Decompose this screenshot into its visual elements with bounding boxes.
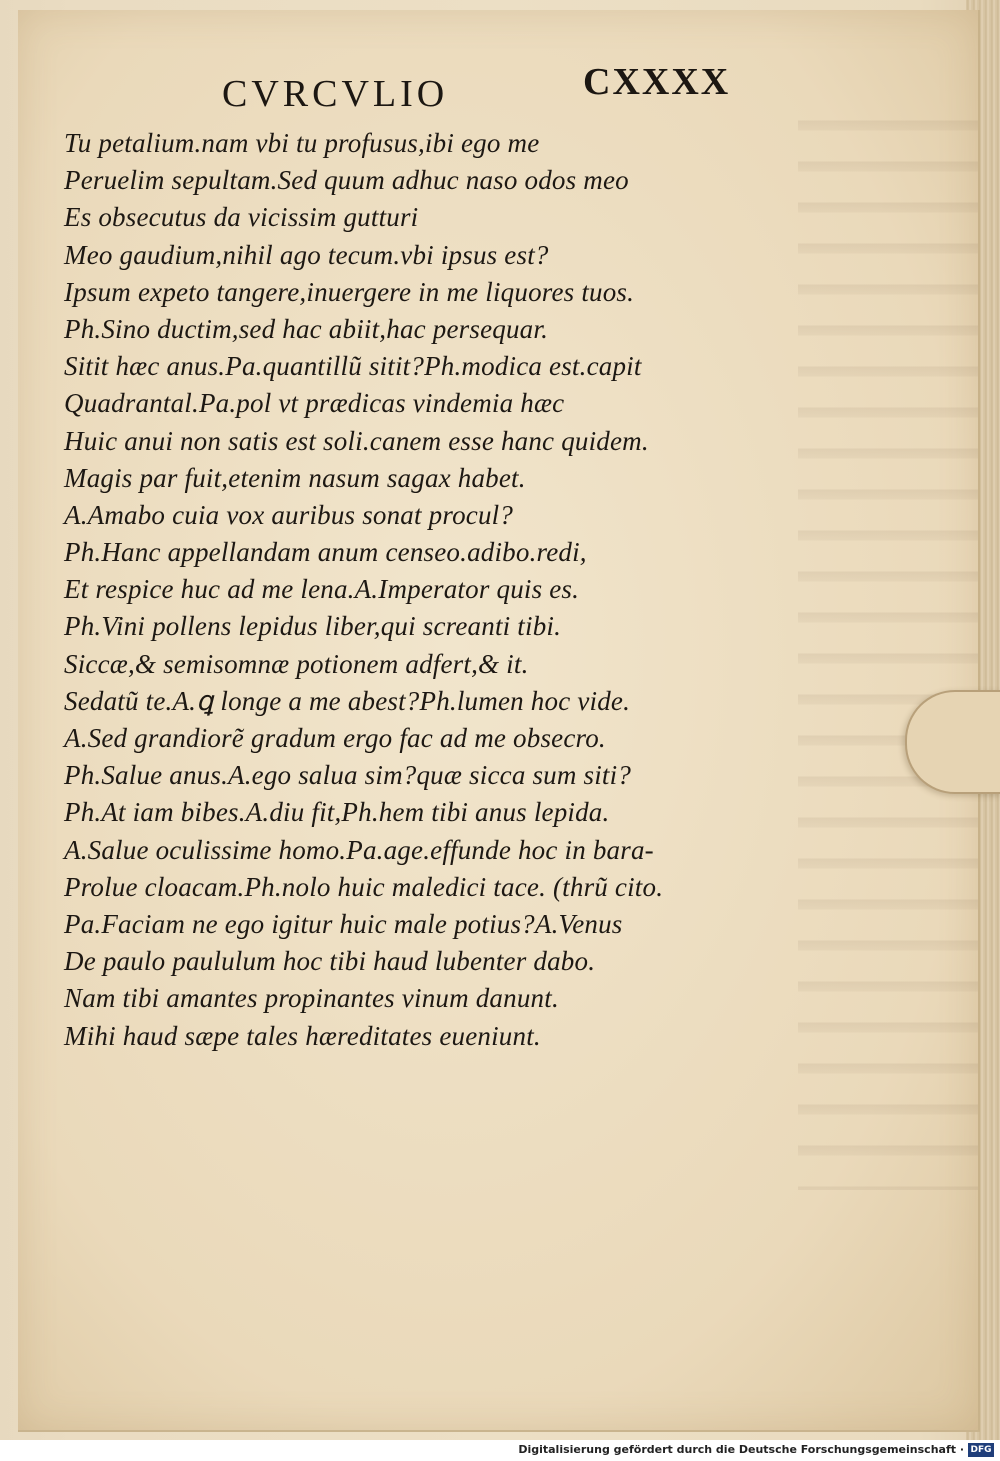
- text-line: Ph.Hanc appellandam anum censeo.adibo.redi,: [64, 537, 587, 568]
- text-line: Meo gaudium,nihil ago tecum.vbi ipsus est?: [64, 239, 549, 270]
- text-line: Huic anui non satis est soli.canem esse hanc quidem.: [64, 425, 649, 456]
- text-line: Et respice huc ad me lena.A.Imperator quis es.: [64, 574, 580, 605]
- text-line: Ipsum expeto tangere,inuergere in me liquores tuos.: [64, 276, 635, 307]
- text-line: Mihi haud sæpe tales hæreditates eueniunt.: [64, 1020, 541, 1051]
- text-line: Ph.At iam bibes.A.diu fit,Ph.hem tibi anus lepida.: [64, 797, 610, 828]
- text-line: Ph.Vini pollens lepidus liber,qui screanti tibi.: [64, 611, 562, 642]
- text-line: Quadrantal.Pa.pol vt prædicas vindemia hæc: [64, 388, 565, 419]
- footer-bar: [0, 1440, 1000, 1461]
- text-line: A.Salue oculissime homo.Pa.age.effunde hoc in bara-: [64, 834, 654, 865]
- text-line: Peruelim sepultam.Sed quum adhuc naso odos meo: [64, 165, 629, 196]
- text-line: Siccæ,& semisomnæ potionem adfert,& it.: [64, 648, 529, 679]
- text-line: Nam tibi amantes propinantes vinum danunt.: [64, 983, 559, 1014]
- funding-credit: Digitalisierung gefördert durch die Deutsche Forschungsgemeinschaft ·: [518, 1443, 964, 1456]
- page-header: [18, 10, 978, 130]
- book-page: [18, 10, 980, 1432]
- text-line: A.Amabo cuia vox auribus sonat procul?: [64, 499, 514, 530]
- text-line: Magis par fuit,etenim nasum sagax habet.: [64, 462, 526, 493]
- text-line: Ph.Sino ductim,sed hac abiit,hac persequar.: [64, 313, 549, 344]
- running-title: CVRCVLIO: [222, 73, 449, 115]
- folio-number: CXXXX: [583, 61, 731, 103]
- text-line: Sitit hæc anus.Pa.quantillũ sitit?Ph.modica est.capit: [64, 351, 642, 382]
- text-line: Sedatũ te.A.ꝗ longe a me abest?Ph.lumen hoc vide.: [64, 685, 631, 716]
- text-line: Tu petalium.nam vbi tu profusus,ibi ego me: [64, 128, 540, 158]
- text-line: De paulo paululum hoc tibi haud lubenter dabo.: [64, 946, 596, 977]
- text-line: Prolue cloacam.Ph.nolo huic maledici tace. (thrũ cito.: [64, 871, 664, 902]
- page-clip-tab: [905, 690, 1000, 794]
- text-line: A.Sed grandiorẽ gradum ergo fac ad me obsecro.: [64, 723, 606, 753]
- text-line: Ph.Salue anus.A.ego salua sim?quæ sicca sum siti?: [64, 760, 632, 791]
- text-line: Es obsecutus da vicissim gutturi: [64, 202, 419, 233]
- text-line: Pa.Faciam ne ego igitur huic male potius?A.Venus: [64, 908, 623, 939]
- text-block: [64, 125, 884, 1055]
- dfg-logo-icon: DFG: [968, 1443, 994, 1457]
